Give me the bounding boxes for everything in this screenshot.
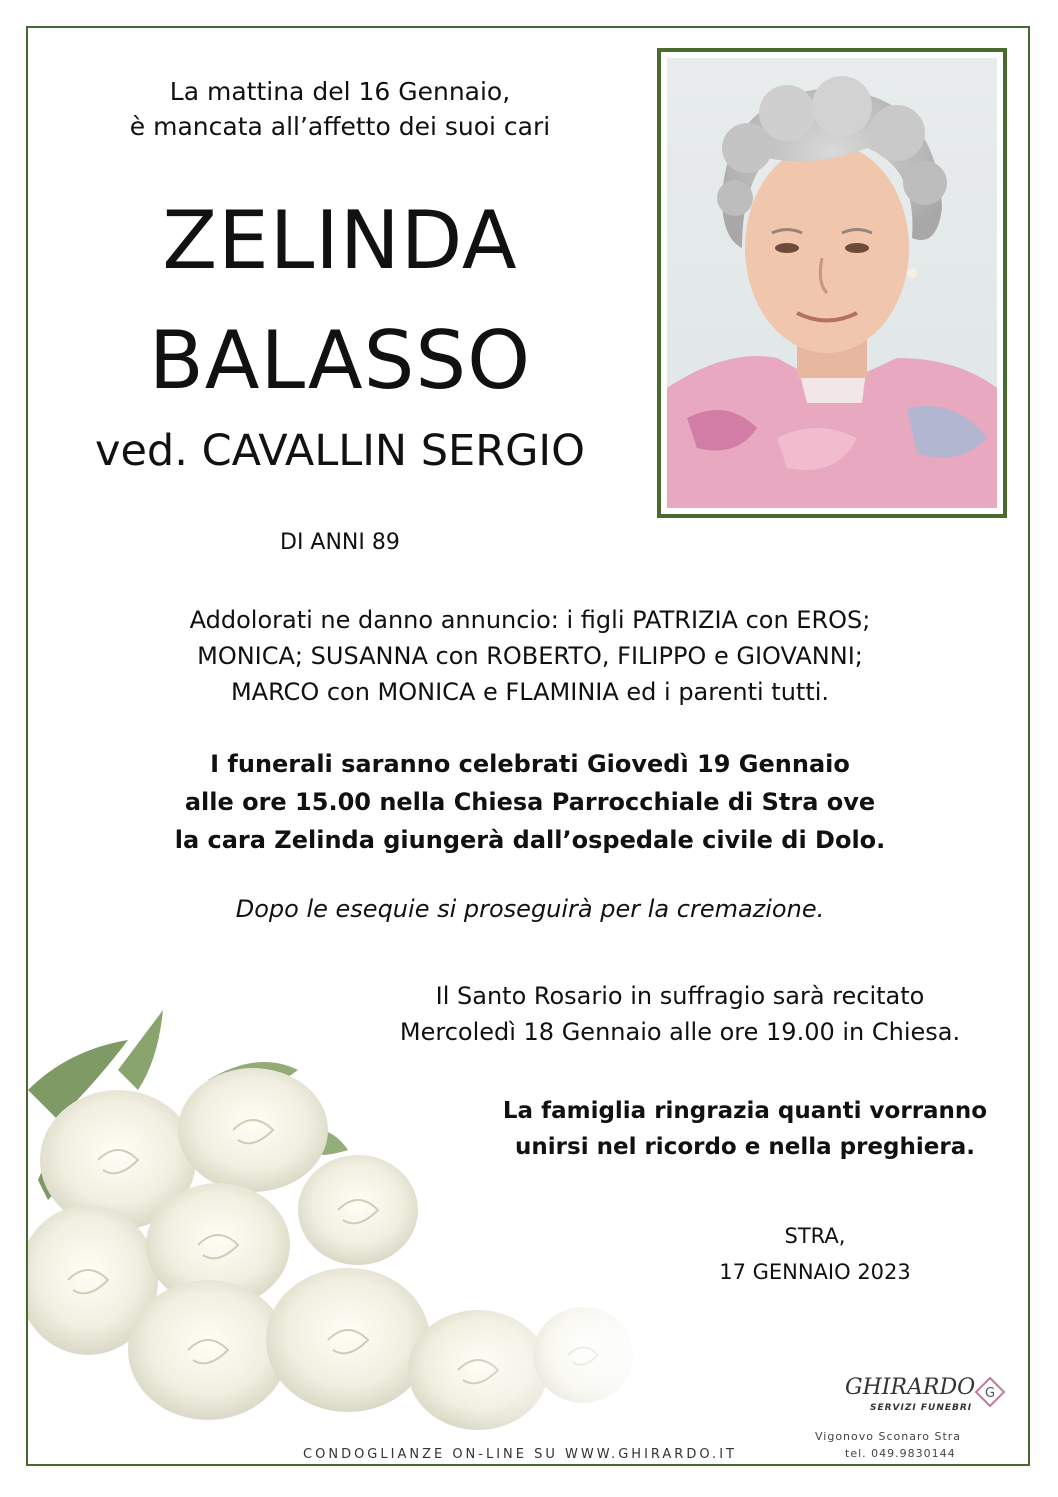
portrait-photo: [657, 48, 1007, 518]
last-name: BALASSO: [148, 314, 532, 407]
rosary-line-2: Mercoledì 18 Gennaio alle ore 19.00 in Chiesa.: [399, 1018, 961, 1046]
white-roses-image: [28, 1010, 648, 1444]
agency-phone: tel. 049.9830144: [845, 1447, 956, 1460]
date: 17 GENNAIO 2023: [719, 1260, 911, 1284]
condolences-footer: CONDOGLIANZE ON-LINE SU WWW.GHIRARDO.IT: [303, 1447, 737, 1462]
funeral-line-1: I funerali saranno celebrati Giovedì 19 Gennaio: [210, 750, 850, 778]
rosary-notice: [330, 978, 1030, 1050]
rosary-line-1: Il Santo Rosario in suffragio sarà recitato: [435, 982, 925, 1010]
place-and-date: [700, 1218, 930, 1290]
portrait-image: [667, 58, 997, 508]
agency-locations: Vigonovo Sconaro Stra: [815, 1430, 962, 1443]
intro-line-1: La mattina del 16 Gennaio,: [169, 77, 511, 106]
funeral-details: [80, 745, 980, 859]
roses-illustration: [28, 1010, 648, 1440]
funeral-line-2: alle ore 15.00 nella Chiesa Parrocchiale di Stra ove: [184, 788, 876, 816]
agency-name: GHIRARDO: [845, 1375, 976, 1400]
family-line-1: Addolorati ne danno annuncio: i figli PATRIZIA con EROS;: [189, 606, 871, 634]
ghirardo-logo: [815, 1375, 1025, 1475]
place: STRA,: [784, 1224, 846, 1248]
thanks-line-2: unirsi nel ricordo e nella preghiera.: [515, 1134, 975, 1160]
intro-text: [70, 74, 610, 144]
family-announcement: [80, 602, 980, 710]
cremation-note: Dopo le esequie si proseguirà per la cremazione.: [235, 895, 825, 923]
agency-logo-icon: [975, 1377, 1005, 1407]
thanks-note: [450, 1093, 1040, 1165]
agency-mark-letter: G: [984, 1386, 996, 1401]
age: DI ANNI 89: [280, 530, 400, 555]
agency-subtitle: SERVIZI FUNEBRI: [870, 1403, 973, 1413]
family-line-2: MONICA; SUSANNA con ROBERTO, FILIPPO e GIOVANNI;: [197, 642, 863, 670]
funeral-line-3: la cara Zelinda giungerà dall’ospedale civile di Dolo.: [174, 826, 886, 854]
first-name: ZELINDA: [162, 194, 518, 287]
family-line-3: MARCO con MONICA e FLAMINIA ed i parenti tutti.: [230, 678, 830, 706]
thanks-line-1: La famiglia ringrazia quanti vorranno: [502, 1098, 988, 1124]
intro-line-2: è mancata all’affetto dei suoi cari: [129, 112, 551, 141]
widow-of: ved. CAVALLIN SERGIO: [95, 426, 585, 476]
